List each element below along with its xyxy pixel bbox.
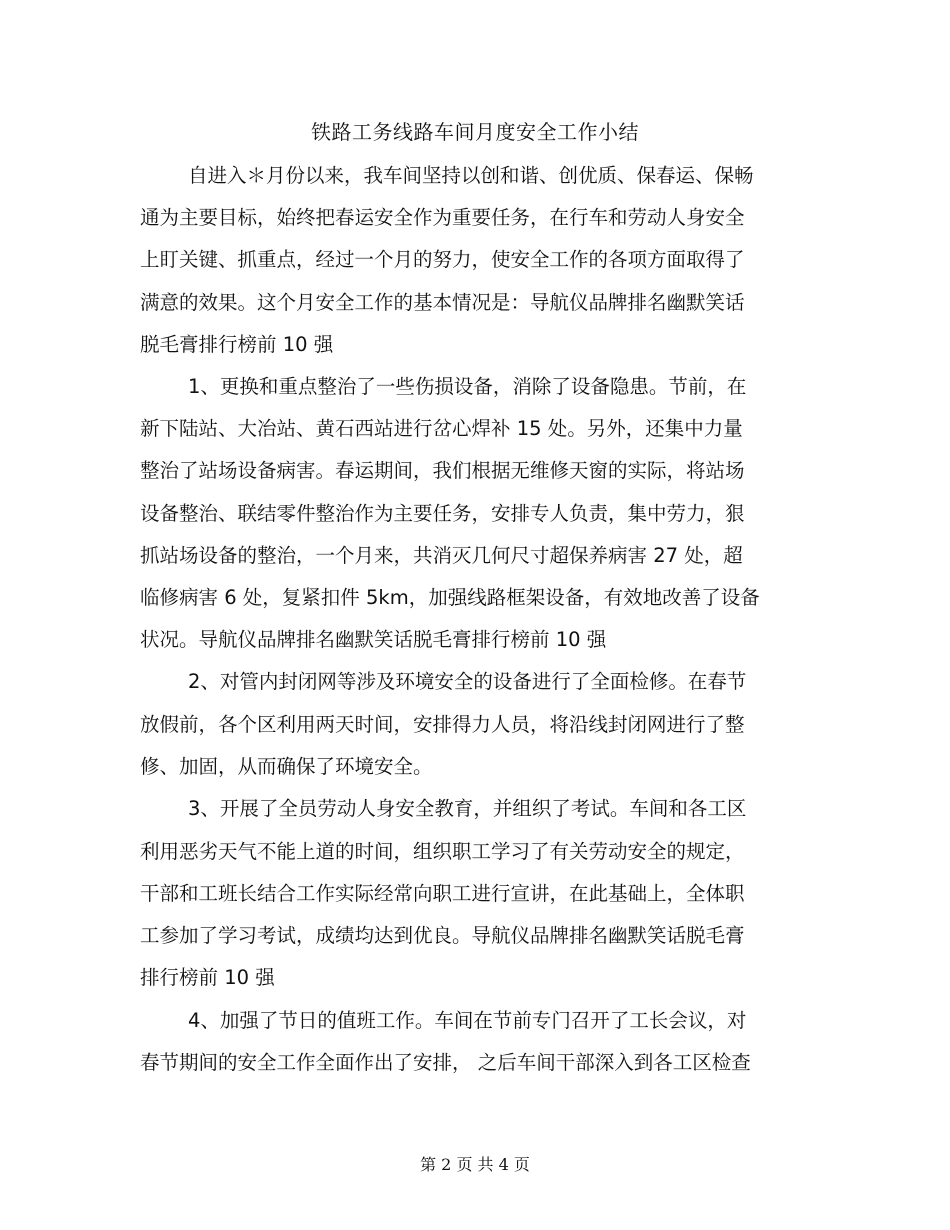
paragraph-line: 通为主要目标，始终把春运安全作为重要任务，在行车和劳动人身安全 — [140, 206, 745, 229]
paragraph-line: 干部和工班长结合工作实际经常向职工进行宣讲，在此基础上，全体职 — [140, 882, 745, 905]
paragraph-line: 利用恶劣天气不能上道的时间，组织职工学习了有关劳动安全的规定， — [140, 840, 745, 863]
document-title: 铁路工务线路车间月度安全工作小结 — [311, 120, 639, 144]
paragraph-line: 2、对管内封闭网等涉及环境安全的设备进行了全面检修。在春节 — [188, 670, 747, 693]
paragraph-line: 春节期间的安全工作全面作出了安排， 之后车间干部深入到各工区检查 — [140, 1051, 751, 1074]
paragraph-line: 设备整治、联结零件整治作为主要任务，安排专人负责，集中劳力，狠 — [140, 502, 745, 525]
paragraph-line: 抓站场设备的整治，一个月来，共消灭几何尺寸超保养病害 27 处，超 — [140, 544, 743, 567]
paragraph-line: 上盯关键、抓重点，经过一个月的努力，使安全工作的各项方面取得了 — [140, 248, 745, 271]
paragraph-line: 自进入＊月份以来，我车间坚持以创和谐、创优质、保春运、保畅 — [188, 164, 754, 187]
paragraph-line: 临修病害 6 处，复紧扣件 5km，加强线路框架设备，有效地改善了设备 — [140, 586, 760, 609]
paragraph-line: 4、加强了节日的值班工作。车间在节前专门召开了工长会议，对 — [188, 1009, 747, 1032]
paragraph-line: 新下陆站、大冶站、黄石西站进行岔心焊补 15 处。另外，还集中力量 — [140, 417, 743, 440]
paragraph-line: 1、更换和重点整治了一些伤损设备，消除了设备隐患。节前，在 — [188, 375, 747, 398]
paragraph-line: 3、开展了全员劳动人身安全教育，并组织了考试。车间和各工区 — [188, 797, 747, 820]
paragraph-line: 排行榜前 10 强 — [140, 966, 275, 989]
paragraph-line: 状况。导航仪品牌排名幽默笑话脱毛膏排行榜前 10 强 — [140, 628, 607, 651]
paragraph-line: 整治了站场设备病害。春运期间，我们根据无维修天窗的实际，将站场 — [140, 459, 745, 482]
paragraph-line: 脱毛膏排行榜前 10 强 — [140, 333, 334, 356]
paragraph-line: 满意的效果。这个月安全工作的基本情况是：导航仪品牌排名幽默笑话 — [140, 291, 745, 314]
page-footer: 第 2 页 共 4 页 — [420, 1155, 530, 1174]
paragraph-line: 放假前，各个区利用两天时间，安排得力人员，将沿线封闭网进行了整 — [140, 713, 745, 736]
paragraph-line: 工参加了学习考试，成绩均达到优良。导航仪品牌排名幽默笑话脱毛膏 — [140, 924, 745, 947]
paragraph-line: 修、加固，从而确保了环境安全。 — [140, 755, 433, 778]
